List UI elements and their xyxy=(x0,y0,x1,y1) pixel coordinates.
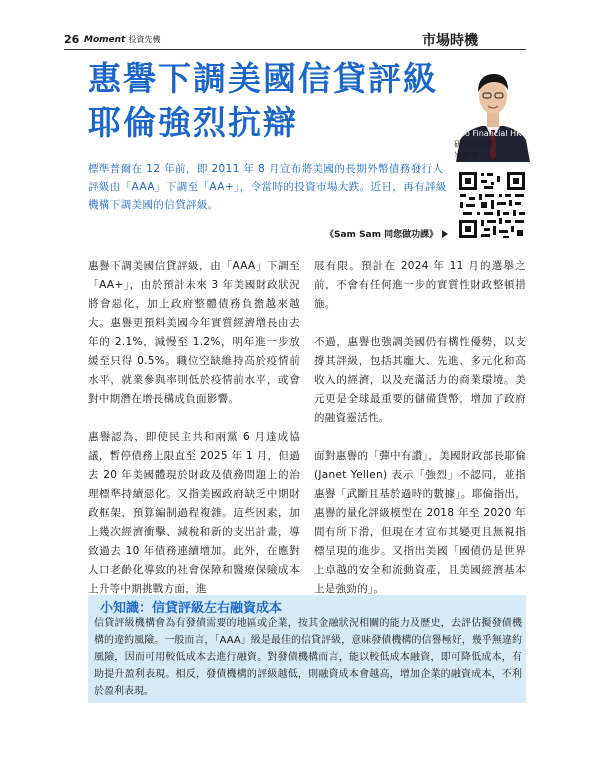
body-paragraph: 惠譽下調美國信貸評級，由「AAA」下調至「AA+」，由於預計未來 3 年美國財政狀況將會惡化，加上政府整體債務負擔越來越大。惠譽更預料美國今年實質經濟增長由去年的 2.1%，減慢至 1.2%，明年進一步放緩至只得 0.5%。職位空缺維持高於疫情前水平，就業參與率則低於疫情前水平，或會對中期潛在增長構成負面影響。 xyxy=(88,260,300,405)
headline-line-2: 耶倫強烈抗辯 xyxy=(88,103,298,142)
magazine-name-zh: 投資先機 xyxy=(128,35,161,44)
author-role: 研究部主管 xyxy=(454,140,494,149)
header-rule xyxy=(64,49,526,50)
magazine-name-en: Moment xyxy=(84,35,126,45)
author-company: Doo Financial HK xyxy=(454,129,522,138)
knowledge-box-body: 信貸評級機構會為有發債需要的地區或企業，按其金融狀況相關的能力及歷史，去評估擬發債機構的違約風險。一般而言，「AAA」級是最佳的信貸評級，意味發債機構的信譽極好，幾乎無違約風險，因而可用較低成本去進行融資。對發債機構而言，能以較低成本融資，即可降低成本，有助提升盈利表現。相反，發債機構的評級越低，則融資成本會越高，增加企業的融資成本，不利於盈利表現。 xyxy=(94,618,522,697)
series-tag xyxy=(325,227,448,240)
headline-line-1: 惠譽下調美國信貸評級 xyxy=(88,59,438,98)
page-number: 26 xyxy=(64,33,80,46)
play-triangle-icon xyxy=(442,230,448,238)
body-paragraph: 惠譽認為，即使民主共和兩黨 6 月達成協議，暫停債務上限直至 2025 年 1 月，但過去 20 年美國體現於財政及債務問題上的治理標準持續惡化。又指美國政府缺乏中期財政框架，預算編制過程複雜。這些因素，加上幾次經濟衝擊、減稅和新的支出計畫，導致過去 10 年債務連續增加。此外，在應對人口老齡化導致的社會保障和醫療保險成本上升等中期挑戰方面，進 xyxy=(88,431,300,595)
body-paragraph: 面對惠譽的「彈中有讚」，美國財政部長耶倫 (Janet Yellen) 表示「強烈」不認同，並指惠譽「武斷且基於過時的數據」。耶倫指出，惠譽的量化評級模型在 2018 年至 2020 年間有所下滑，但現在才宣布其變更且無視指標呈現的進步。又指出美國「國債仍是世界上卓越的安全和流動資產，且美國經濟基本上是強勁的」。 xyxy=(314,450,526,595)
body-paragraph: 展有限。預計在 2024 年 11 月的選舉之前，不會有任何進一步的實質性財政整頓措施。 xyxy=(314,260,526,310)
body-paragraph: 不過，惠譽也強調美國仍有構性優勢，以支撐其評級，包括其龐大、先進、多元化和高收入的經濟，以及充滿活力的商業環境。美元更是全球最重要的儲備貨幣，增加了政府的融資靈活性。 xyxy=(314,336,526,424)
body-column-left xyxy=(88,257,300,599)
author-name: 岑智勇 xyxy=(454,151,478,160)
qr-code[interactable] xyxy=(457,170,527,240)
series-tag-text: 《Sam Sam 同您做功課》 xyxy=(325,230,439,240)
magazine-name xyxy=(84,34,160,45)
lead-paragraph: 標準普爾在 12 年前，即 2011 年 8 月宣布將美國的長期外幣債務發行人評級由「AAA」下調至「AA+」，令當時的投資市場大跌。近日，再有評級機構下調美國的信貸評級。 xyxy=(88,163,447,211)
section-title: 市場時機 xyxy=(422,33,478,49)
knowledge-box-title: 小知識：信貸評級左右融資成本 xyxy=(100,601,283,616)
page-header xyxy=(0,0,612,49)
body-column-right xyxy=(314,257,526,599)
